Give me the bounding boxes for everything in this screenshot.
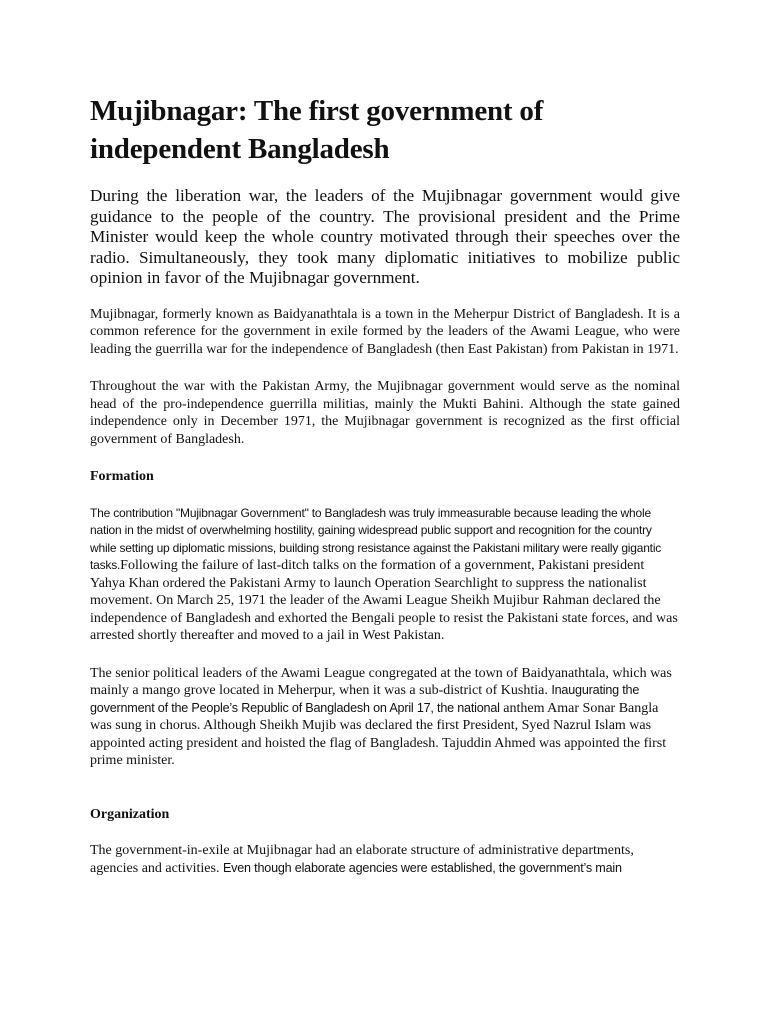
formation-sans-text: The contribution "Mujibnagar Government" to Bangladesh was truly immeasurable because leading the whole nation in the midst of overwhelming hostility, gaining widespread public support and recognition for the country while setting up diplomatic missions, building strong resistance against the Pakistani military were really gigantic tasks. — [90, 505, 662, 572]
paragraph-organization — [90, 842, 680, 877]
paragraph-baidyanathtala: Mujibnagar, formerly known as Baidyanathtala is a town in the Meherpur District of Bangladesh. It is a common reference for the government in exile formed by the leaders of the Awami League, who were leading the guerrilla war for the independence of Bangladesh (then East Pakistan) from Pakistan in 1971. — [90, 306, 680, 357]
document-page — [90, 92, 680, 897]
formation-serif-text: Following the failure of last-ditch talks on the formation of a government, Pakistani president Yahya Khan ordered the Pakistani Army to launch Operation Searchlight to suppress the nationalist movement. On March 25, 1971 the leader of the Awami League Sheikh Mujibur Rahman declared the independence of Bangladesh and exhorted the Bengali people to resist the Pakistani state forces, and was arrested shortly thereafter and moved to a jail in West Pakistan. — [90, 558, 678, 643]
organization-end-text: Even though elaborate agencies were established, the government’s main — [222, 860, 622, 875]
title-line-2: independent Bangladesh — [90, 133, 390, 165]
heading-organization: Organization — [90, 806, 170, 822]
lead-paragraph: During the liberation war, the leaders of the Mujibnagar government would give guidance to the people of the country. The provisional president and the Prime Minister would keep the whole country motivated through their speeches over the radio. Simultaneously, they took many diplomatic initiatives to mobilize public opinion in favor of the Mujibnagar government. — [90, 186, 680, 287]
paragraph-formation — [90, 505, 680, 645]
paragraph-inauguration — [90, 665, 680, 770]
inauguration-start-text: The senior political leaders of the Awami League congregated at the town of Baidyanathtala, which was mainly a mango grove located in Meherpur, when it was a sub-district of Kushtia. — [90, 665, 672, 698]
inauguration-mid-text: Inaugurating the government of the People’s Republic of Bangladesh on April 17, the national — [90, 683, 640, 715]
paragraph-war-role: Throughout the war with the Pakistan Army, the Mujibnagar government would serve as the nominal head of the pro-independence guerrilla militias, mainly the Mukti Bahini. Although the state gained independence only in December 1971, the Mujibnagar government is recognized as the first official government of Bangladesh. — [90, 379, 680, 447]
inauguration-end-text: anthem Amar Sonar Bangla was sung in chorus. Although Sheikh Mujib was declared the first President, Syed Nazrul Islam was appointed acting president and hoisted the flag of Bangladesh. Tajuddin Ahmed was appointed the first prime minister. — [90, 700, 667, 768]
title-line-1: Mujibnagar: The first government of — [90, 95, 544, 127]
document-title — [90, 92, 680, 168]
organization-start-text: The government-in-exile at Mujibnagar had an elaborate structure of administrative departments, agencies and activities. — [90, 843, 634, 876]
heading-formation: Formation — [90, 469, 154, 484]
